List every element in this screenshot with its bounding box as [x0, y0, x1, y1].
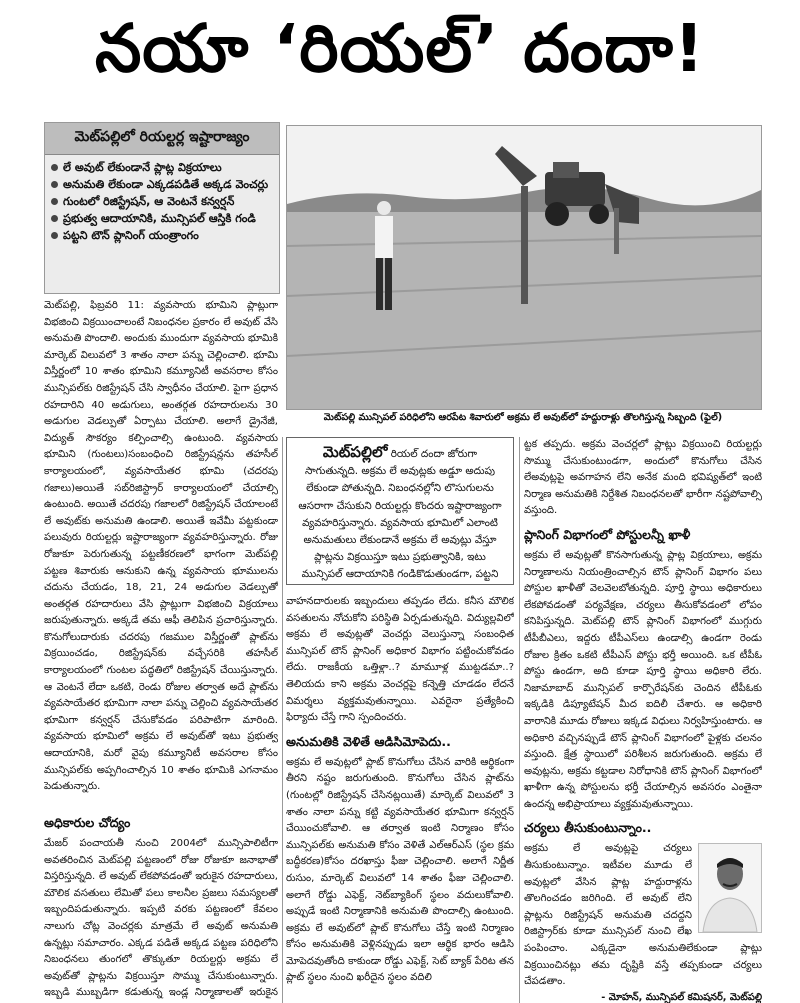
permission-heading: అనుమతికి వెళితే ఆడిసిమోపెదు.. — [286, 733, 451, 749]
highlight-item: గుంటలో రిజిస్ట్రేషన్, ఆ వెంటనే కన్వర్షన్ — [51, 193, 273, 210]
officials-heading: అధికారుల చోద్యం — [44, 815, 131, 830]
commissioner-signature: - మోహన్, మున్సిపల్ కమిషనర్, మెట్‌పల్లి — [601, 991, 762, 1003]
middle-column — [286, 594, 514, 1003]
bullet-icon — [51, 181, 58, 188]
field-excavator-photo — [287, 126, 761, 409]
news-photo — [286, 125, 762, 410]
lead-article-text — [44, 298, 278, 803]
headline: నయా ‘రియల్’ దందా! — [94, 9, 706, 87]
pull-quote — [286, 437, 514, 585]
highlight-item: ప్రభుత్వ ఆదాయానికి, మున్సిపల్ ఆస్తికి గండి — [51, 210, 273, 227]
photo-caption: మెట్‌పల్లి మున్సిపల్ పరిధిలోని ఆరపేట శివారులో అక్రమ లే అవుట్‌లో హద్దురాళ్లు తొలగిస్తున్న సిబ్బంది (ఫైల్) — [323, 412, 723, 423]
pull-quote-text: రియల్ దందా జోరుగా సాగుతున్నది. అక్రమ లే అవుట్లకు అడ్డూ అదుపు లేకుండా పోతున్నది. నిబంధనల్లోని లొసుగులను ఆసరాగా చేసుకుని రియల్టర్లు కొందరు ఇష్టారాజ్యంగా వ్యవహరిస్తున్నారు. వ్యవసాయ భూమిలో ఎలాంటి అనుమతులు లేకుండానే అక్రమ లే అవుట్లు వేస్తూ ప్లాట్లను విక్రయిస్తూ ఇటు ప్రభుత్వానికి, ఇటు మున్సిపల్ ఆదాయానికి గండికొడుతుండగా, పట్టని — [298, 448, 502, 581]
boundary-stone — [521, 186, 528, 304]
right-paragraph: ట్టక తప్పదు. అక్రమ వెంచర్లలో ప్లాట్లు విక్రయించి రియల్టర్లు సొమ్ము చేసుకుంటుండగా, అందులో కొనుగోలు చేసిన లేఅవుట్లపై అవగాహన లేని అనేక మంది భవిష్యత్‌లో ఇంటి నిర్మాణ అనుమతికి నిర్దేశిత నిబంధనలతో భారీగా నష్టపోవాల్సి వస్తుంది. — [524, 439, 762, 517]
highlight-item: లే అవుట్ లేకుండానే ప్లాట్ల విక్రయాలు — [51, 159, 273, 176]
bullet-icon — [51, 198, 58, 205]
highlights-list — [45, 155, 279, 244]
highlight-item: పట్టని టౌన్ ప్లానింగ్ యంత్రాంగం — [51, 227, 273, 244]
bullet-icon — [51, 164, 58, 171]
permission-paragraph: అక్రమ లే అవుట్లలో ప్లాట్ కొనుగోలు చేసిన వారికి ఆర్థికంగా తీరని నష్టం జరుగుతుంది. కొనుగోలు చేసిన ప్లాట్‌ను (గుంటల్లో రిజిస్ట్రేషన్ చేసినట్లయితే) మార్కెట్ విలువలో 3 శాతం నాలా పన్ను కట్టి వ్యవసాయేతర భూమిగా కన్వర్షన్ చేయించుకోవాలి. ఆ తర్వాత ఇంటి నిర్మాణం కోసం మున్సిపల్‌కు అనుమతి కోసం వెళితే ఎల్‌ఆర్‌ఎస్ (స్థల క్రమ బద్ధీకరణ)కోసం దరఖాస్తు ఫీజు చెల్లించాలి. అలాగే నిర్ణీత రుసుం, మార్కెట్ విలువలో 14 శాతం ఫీజు చెల్లించాలి. అలాగే రోడ్డు ఎఫెక్ట్, నెట్‌బ్యాకింగ్ స్థలం వదులుకోవాలి. అప్పుడే ఇంటి నిర్మాణానికి అనుమతి పొందాల్సి ఉంటుంది. అక్రమ లే అవుట్‌లో ప్లాట్ కొనుగోలు చేస్తే ఇంటి నిర్మాణం కోసం అనుమతికి వెళ్లినప్పుడు ఇలా ఆర్థిక భారం ఆడిసి మోపెదవుతోంది కాకుండా రోడ్డు ఎఫెక్ట్, సెట్ బ్యాక్ పేరిట తన ప్లాట్ స్థలం నుంచి ఖరీదైన స్థలం వదిలి — [286, 756, 514, 984]
action-paragraph: అక్రమ లే అవుట్లపై చర్యలు తీసుకుంటున్నాం. ఇటీవల మూడు లే అవుట్లలో వేసిన ప్లాట్ల హద్దురాళ్లను తొలగించడం జరిగింది. లే అవుట్ లేని ప్లాట్లను రిజిస్ట్రేషన్ అనుమతి చదద్దని రిజిస్ట్రార్‌కు కూడా మున్సిపల్ నుంచి లేఖ పంపించాం. ఎక్కడైనా అనుమతిలేకుండా ప్లాట్లు విక్రయించినట్లు తమ దృష్టికి వస్తే తప్పకుండా చర్యలు చేపడతాం. — [524, 843, 762, 988]
pull-quote-emphasis: మెట్‌పల్లిలో — [322, 443, 388, 461]
bullet-icon — [51, 215, 58, 222]
boundary-stone — [614, 208, 619, 254]
posts-heading: ప్లానింగ్ విభాగంలో పోస్టులన్నీ ఖాళీ — [524, 526, 691, 542]
action-heading: చర్యలు తీసుకుంటున్నాం.. — [524, 820, 652, 836]
officials-paragraph: మేజర్ పంచాయతీ నుంచి 2004లో మున్సిపాలిటీగా అవతరించిన మెట్‌పల్లి పట్టణంలో రోజు రోజుకూ జనాభాతో విస్తరిస్తున్నది. లే అవుట్ లేకపోవడంతో ఇరుకైన రహదారులు, మౌలిక వసతులు లేమితో పలు కాలనీల ప్రజలు సమస్యలతో ఇబ్బందిపడుతున్నారు. ఇప్పటి వరకు పట్టణంలో కేవలం నాలుగు చోట్ల వెంచర్లకు మాత్రమే లే అవుట్ అనుమతి ఉన్నట్లు సమాచారం. ఎక్కడ పడితే అక్కడ పట్టణ పరిధిలోని నిబంధనలు తుంగలో తొక్కుతూ రియల్టర్లు అక్రమ లే అవుట్‌తో ప్లాట్లను విక్రయిస్తూ సొమ్ము చేసుకుంటున్నారు. ఇబ్బడి ముబ్బడిగా కడుతున్న ఇండ్ల నిర్మాణాలతో ఇరుకైన — [44, 838, 278, 999]
highlight-item: అనుమతి లేకుండా ఎక్కడపడితే అక్కడ వెంచర్లు — [51, 176, 273, 193]
person-icon — [699, 844, 761, 932]
highlights-box — [44, 122, 280, 294]
bullet-icon — [51, 232, 58, 239]
column-divider — [519, 437, 520, 1003]
highlights-title: మెట్‌పల్లిలో రియల్టర్ల ఇష్టారాజ్యం — [45, 123, 279, 155]
column-divider — [282, 437, 283, 1003]
middle-paragraph: వాహనదారులకు ఇబ్బందులు తప్పడం లేదు. కనీస మౌలిక వసతులను నోచుకోని పరిస్థితి ఏర్పడుతున్నది. విద్యుల్లవిలో అక్రమ లే అవుట్లతో వెంచర్లు వెలుస్తున్నా సంబంధిత మున్సిపల్ టౌన్ ప్లానింగ్ అధికార విభాగం పట్టించుకోవడం లేదు. రాజకీయ ఒత్తిళ్లా..? మామూళ్ల ముట్టడమా..? తెలియదు కాని అక్రమ వెంచర్లపై కన్నెత్తి చూడడం లేదనే విమర్శలు వ్యక్తమవుతున్నాయి. ఎవరైనా ప్రత్యేకించి ఫిర్యాదు చేస్తే గాని స్పందించరు. — [286, 596, 514, 724]
right-column — [524, 437, 762, 1003]
lead-paragraph: మెట్‌పల్లి, ఫిబ్రవరి 11: వ్యవసాయ భూమిని ప్లాట్లుగా విభజించి విక్రయించాలంటే నిబంధనల ప్రకారం లే అవుట్ వేసి అనుమతి పొందాలి. అందుకు ముందుగా వ్యవసాయ భూమికి మార్కెట్ విలువలో 3 శాతం నాలా పన్ను చెల్లించాలి. భూమి విస్తీర్ణంలో 10 శాతం భూమిని కమ్యూనిటీ అవసరాల కోసం మున్సిపల్‌కు రిజిస్ట్రేషన్ చేసి స్వాధీనం చేయాలి. పైగా ప్రధాన రహదారిని 40 అడుగులు, అంతర్గత రహదారులను 30 అడుగుల వెడల్పుతో ఏర్పాటు చేయాలి. అలాగే డ్రైనేజీ, విద్యుత్ సౌకర్యం కల్పించాల్సి ఉంటుంది. వ్యవసాయ భూమిని (గుంటలు)సంబంధించి రిజిస్ట్రేషన్లను తహసీల్ కార్యాలయంలో, వ్యవసాయేతర భూమి (చదరపు గజాలు)అయితే సబ్‌రిజిస్ట్రార్ కార్యాలయంలో చేయాల్సి ఉంటుంది. అయితే చదరపు గజాలలో రిజిస్ట్రేషన్ చేయాలంటే లే అవుట్‌కు అనుమతి ఉండాలి. అయితే ఇవేమీ పట్టకుండా పలువురు రియల్టర్లు ఇష్టారాజ్యంగా వ్యవహరిస్తున్నారు. రోజు రోజుకూ పెరుగుతున్న పట్టణీకరణలో భాగంగా మెట్‌పల్లి పట్టణ శివారుకు ఆనుకుని ఉన్న వ్యవసాయ భూములను చదును చేయడం, 18, 21, 24 అడుగుల వెడల్పుతో అంతర్గత రహదారులు వేసి ప్లాట్లుగా విభజించి విక్రయాలు జరుపుతున్నారు. అక్కడే తమ ఆఫీ తెలిపిన ప్రచారిస్తున్నారు. కొనుగోలుదారుకు చదరపు గజముల విస్తీర్ణంతో ప్లాట్‌ను విక్రయించడం, రిజిస్ట్రేషన్‌కు వచ్చేసరికి తహసీల్ కార్యాలయంలో గుంటల పద్ధతిలో రిజిస్ట్రేషన్ చేయిస్తున్నారు. ఆ వెంటనే లేదా ఒకటి, రెండు రోజుల తర్వాత అదే ప్లాట్‌ను వ్యవసాయేతర భూమిగా నాలా పన్ను చెల్లించి వ్యవసాయేతర భూమిగా కన్వర్షన్ చేసుకోవడం పరిపాటిగా మారింది. వ్యవసాయ భూమిలో అక్రమ లే అవుట్‌తో ఇటు ప్రభుత్వ ఆదాయానికి, మరో వైపు కమ్యూనిటీ అవసరాల కోసం మున్సిపల్‌కు అప్పగించాల్సిన 10 శాతం భూమికి ఎగనామం పెడుతున్నారు. — [44, 300, 278, 793]
commissioner-photo — [698, 843, 762, 933]
officials-section — [44, 808, 278, 1003]
posts-paragraph: అక్రమ లే అవుట్లతో కొనసాగుతున్న ప్లాట్ల విక్రయాలు, అక్రమ నిర్మాణాలను నియంత్రించాల్సిన టౌన్ ప్లానింగ్ విభాగం పలు పోస్టుల ఖాళీతో వెలవెలబోతున్నది. పూర్తి స్థాయి అధికారులు లేకపోవడంతో పర్యవేక్షణ, చర్యలు తీసుకోవడంలో లోపం కనిపిస్తున్నది. మెట్‌పల్లి టౌన్ ప్లానింగ్ విభాగంలో ముగ్గురు టీపీబీఎలు, ఇద్దరు టీపీఎస్‌లు ఉండాల్సి ఉండగా రెండు రోజుల క్రితం ఒకటి టీపీఎస్ పోస్టు భర్తీ అయింది. ఒక టీపీఓ పోస్టు ఉండగా, అది కూడా పూర్తి స్థాయి అధికారి లేరు. నిజామాబాద్ మున్సిపల్ కార్పొరేషన్‌కు చెందిన టీపీఓకు ఇక్కడికి డిప్యూటేషన్ మీద ఐదిలీ చేశారు. ఆ అధికారి వారానికి మూడు రోజులు ఇక్కడ విధులు నిర్వహిస్తుంటారు. ఆ అధికారి వచ్చినప్పుడే టౌన్ ప్లానింగ్ విభాగంలో పైళ్లకు చలనం వస్తుంది. క్షేత్ర స్థాయిలో పరిశీలన జరుగుతుంది. అక్రమ లే అవుట్లను, అక్రమ కట్టడాల నిరోధానికి టౌన్ ప్లానింగ్ విభాగంలో ఖాళీగా ఉన్న పోస్టులను భర్తీ చేయాల్సిన అవసరం ఎంతైనా ఉందన్న అభిప్రాయాలు వ్యక్తమవుతున్నాయి. — [524, 549, 762, 810]
